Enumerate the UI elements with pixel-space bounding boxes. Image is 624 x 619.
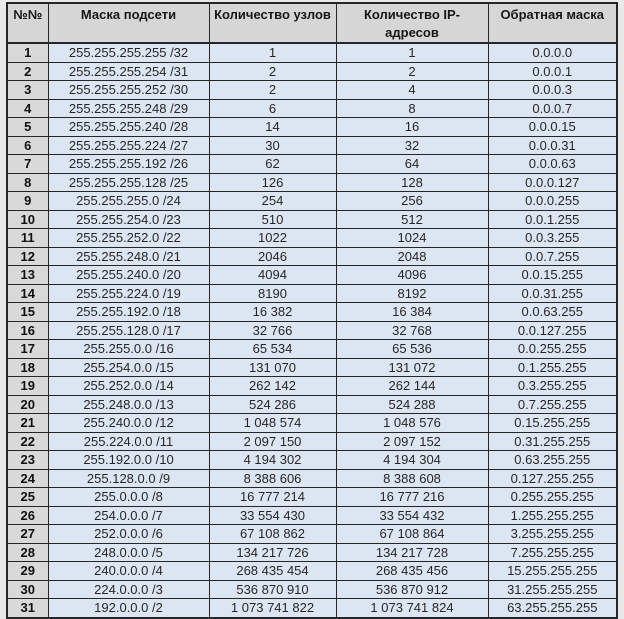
wildcard-mask-cell: 0.0.0.1 <box>488 62 617 81</box>
wildcard-mask-cell: 0.0.0.63 <box>488 155 617 174</box>
ip-count-cell: 33 554 432 <box>336 506 488 525</box>
subnet-mask-cell: 255.255.255.192 /26 <box>48 155 209 174</box>
ip-count-cell: 256 <box>336 192 488 211</box>
ip-count-cell: 2 <box>336 62 488 81</box>
wildcard-mask-cell: 0.0.255.255 <box>488 340 617 359</box>
row-number-cell: 25 <box>7 488 48 507</box>
host-count-cell: 62 <box>209 155 336 174</box>
header-wildcard-mask: Обратная маска <box>488 3 617 43</box>
ip-count-cell: 512 <box>336 210 488 229</box>
table-row <box>7 136 617 155</box>
subnet-mask-cell: 192.0.0.0 /2 <box>48 599 209 618</box>
row-number-cell: 26 <box>7 506 48 525</box>
row-number-cell: 4 <box>7 99 48 118</box>
row-number-cell: 13 <box>7 266 48 285</box>
wildcard-mask-cell: 7.255.255.255 <box>488 543 617 562</box>
wildcard-mask-cell: 0.0.7.255 <box>488 247 617 266</box>
row-number-cell: 23 <box>7 451 48 470</box>
host-count-cell: 4094 <box>209 266 336 285</box>
wildcard-mask-cell: 0.0.63.255 <box>488 303 617 322</box>
host-count-cell: 2 <box>209 62 336 81</box>
wildcard-mask-cell: 31.255.255.255 <box>488 580 617 599</box>
ip-count-cell: 524 288 <box>336 395 488 414</box>
host-count-cell: 2 <box>209 81 336 100</box>
subnet-mask-cell: 254.0.0.0 /7 <box>48 506 209 525</box>
ip-count-cell: 64 <box>336 155 488 174</box>
host-count-cell: 16 777 214 <box>209 488 336 507</box>
row-number-cell: 5 <box>7 118 48 137</box>
subnet-mask-cell: 255.255.192.0 /18 <box>48 303 209 322</box>
table-row <box>7 247 617 266</box>
ip-count-cell: 1 <box>336 43 488 62</box>
table-row <box>7 580 617 599</box>
subnet-mask-cell: 255.252.0.0 /14 <box>48 377 209 396</box>
wildcard-mask-cell: 0.3.255.255 <box>488 377 617 396</box>
table-row <box>7 377 617 396</box>
subnet-mask-cell: 255.128.0.0 /9 <box>48 469 209 488</box>
ip-count-cell: 67 108 864 <box>336 525 488 544</box>
header-row <box>7 3 617 43</box>
host-count-cell: 1022 <box>209 229 336 248</box>
ip-count-cell: 134 217 728 <box>336 543 488 562</box>
wildcard-mask-cell: 1.255.255.255 <box>488 506 617 525</box>
wildcard-mask-cell: 0.0.0.0 <box>488 43 617 62</box>
subnet-mask-cell: 255.255.255.252 /30 <box>48 81 209 100</box>
subnet-mask-cell: 240.0.0.0 /4 <box>48 562 209 581</box>
wildcard-mask-cell: 15.255.255.255 <box>488 562 617 581</box>
subnet-mask-cell: 224.0.0.0 /3 <box>48 580 209 599</box>
ip-count-cell: 2048 <box>336 247 488 266</box>
host-count-cell: 16 382 <box>209 303 336 322</box>
wildcard-mask-cell: 63.255.255.255 <box>488 599 617 618</box>
subnet-mask-cell: 255.248.0.0 /13 <box>48 395 209 414</box>
host-count-cell: 1 048 574 <box>209 414 336 433</box>
ip-count-cell: 262 144 <box>336 377 488 396</box>
table-row <box>7 303 617 322</box>
row-number-cell: 31 <box>7 599 48 618</box>
subnet-mask-cell: 255.0.0.0 /8 <box>48 488 209 507</box>
row-number-cell: 9 <box>7 192 48 211</box>
ip-count-cell: 8 <box>336 99 488 118</box>
ip-count-cell: 16 <box>336 118 488 137</box>
subnet-mask-cell: 255.255.0.0 /16 <box>48 340 209 359</box>
host-count-cell: 65 534 <box>209 340 336 359</box>
subnet-mask-cell: 255.255.255.240 /28 <box>48 118 209 137</box>
host-count-cell: 33 554 430 <box>209 506 336 525</box>
row-number-cell: 8 <box>7 173 48 192</box>
host-count-cell: 4 194 302 <box>209 451 336 470</box>
row-number-cell: 21 <box>7 414 48 433</box>
wildcard-mask-cell: 0.0.0.127 <box>488 173 617 192</box>
wildcard-mask-cell: 0.0.0.7 <box>488 99 617 118</box>
host-count-cell: 67 108 862 <box>209 525 336 544</box>
row-number-cell: 19 <box>7 377 48 396</box>
table-row <box>7 229 617 248</box>
row-number-cell: 18 <box>7 358 48 377</box>
wildcard-mask-cell: 0.0.0.15 <box>488 118 617 137</box>
wildcard-mask-cell: 0.0.3.255 <box>488 229 617 248</box>
table-row <box>7 321 617 340</box>
table-row <box>7 599 617 618</box>
subnet-mask-cell: 255.254.0.0 /15 <box>48 358 209 377</box>
row-number-cell: 11 <box>7 229 48 248</box>
host-count-cell: 8190 <box>209 284 336 303</box>
subnet-mask-cell: 252.0.0.0 /6 <box>48 525 209 544</box>
ip-count-cell: 128 <box>336 173 488 192</box>
table-row <box>7 62 617 81</box>
wildcard-mask-cell: 0.15.255.255 <box>488 414 617 433</box>
row-number-cell: 3 <box>7 81 48 100</box>
wildcard-mask-cell: 0.63.255.255 <box>488 451 617 470</box>
table-row <box>7 562 617 581</box>
wildcard-mask-cell: 0.127.255.255 <box>488 469 617 488</box>
wildcard-mask-cell: 0.0.0.3 <box>488 81 617 100</box>
wildcard-mask-cell: 0.255.255.255 <box>488 488 617 507</box>
subnet-mask-cell: 255.240.0.0 /12 <box>48 414 209 433</box>
host-count-cell: 268 435 454 <box>209 562 336 581</box>
table-row <box>7 284 617 303</box>
subnet-mask-cell: 255.255.255.128 /25 <box>48 173 209 192</box>
subnet-mask-cell: 255.255.255.255 /32 <box>48 43 209 62</box>
row-number-cell: 6 <box>7 136 48 155</box>
ip-count-cell: 131 072 <box>336 358 488 377</box>
host-count-cell: 126 <box>209 173 336 192</box>
subnet-mask-cell: 248.0.0.0 /5 <box>48 543 209 562</box>
ip-count-cell: 4 194 304 <box>336 451 488 470</box>
ip-count-cell: 16 777 216 <box>336 488 488 507</box>
row-number-cell: 2 <box>7 62 48 81</box>
table-row <box>7 451 617 470</box>
row-number-cell: 17 <box>7 340 48 359</box>
table-row <box>7 525 617 544</box>
table-row <box>7 118 617 137</box>
row-number-cell: 12 <box>7 247 48 266</box>
table-row <box>7 469 617 488</box>
host-count-cell: 14 <box>209 118 336 137</box>
row-number-cell: 22 <box>7 432 48 451</box>
host-count-cell: 2046 <box>209 247 336 266</box>
table-body <box>7 43 617 618</box>
row-number-cell: 10 <box>7 210 48 229</box>
ip-count-cell: 1 048 576 <box>336 414 488 433</box>
wildcard-mask-cell: 0.1.255.255 <box>488 358 617 377</box>
ip-count-cell: 1024 <box>336 229 488 248</box>
subnet-mask-cell: 255.255.248.0 /21 <box>48 247 209 266</box>
host-count-cell: 131 070 <box>209 358 336 377</box>
ip-count-cell: 4096 <box>336 266 488 285</box>
ip-count-cell: 32 768 <box>336 321 488 340</box>
host-count-cell: 1 <box>209 43 336 62</box>
host-count-cell: 262 142 <box>209 377 336 396</box>
subnet-mask-cell: 255.224.0.0 /11 <box>48 432 209 451</box>
wildcard-mask-cell: 0.0.0.255 <box>488 192 617 211</box>
subnet-mask-cell: 255.192.0.0 /10 <box>48 451 209 470</box>
ip-count-cell: 1 073 741 824 <box>336 599 488 618</box>
host-count-cell: 254 <box>209 192 336 211</box>
subnet-mask-cell: 255.255.252.0 /22 <box>48 229 209 248</box>
table-row <box>7 155 617 174</box>
table-row <box>7 43 617 62</box>
host-count-cell: 30 <box>209 136 336 155</box>
host-count-cell: 510 <box>209 210 336 229</box>
row-number-cell: 20 <box>7 395 48 414</box>
host-count-cell: 1 073 741 822 <box>209 599 336 618</box>
table-row <box>7 210 617 229</box>
ip-count-cell: 2 097 152 <box>336 432 488 451</box>
table-row <box>7 506 617 525</box>
table-row <box>7 266 617 285</box>
row-number-cell: 28 <box>7 543 48 562</box>
table-row <box>7 340 617 359</box>
header-ip-count: Количество IP-адресов <box>336 3 488 43</box>
wildcard-mask-cell: 0.31.255.255 <box>488 432 617 451</box>
host-count-cell: 134 217 726 <box>209 543 336 562</box>
ip-count-cell: 16 384 <box>336 303 488 322</box>
wildcard-mask-cell: 0.0.15.255 <box>488 266 617 285</box>
table-row <box>7 358 617 377</box>
wildcard-mask-cell: 0.0.31.255 <box>488 284 617 303</box>
row-number-cell: 27 <box>7 525 48 544</box>
header-host-count: Количество узлов <box>209 3 336 43</box>
table-row <box>7 488 617 507</box>
row-number-cell: 30 <box>7 580 48 599</box>
ip-count-cell: 32 <box>336 136 488 155</box>
ip-count-cell: 4 <box>336 81 488 100</box>
wildcard-mask-cell: 0.0.0.31 <box>488 136 617 155</box>
subnet-mask-cell: 255.255.128.0 /17 <box>48 321 209 340</box>
ip-count-cell: 8 388 608 <box>336 469 488 488</box>
table-row <box>7 395 617 414</box>
row-number-cell: 14 <box>7 284 48 303</box>
subnet-mask-cell: 255.255.224.0 /19 <box>48 284 209 303</box>
row-number-cell: 7 <box>7 155 48 174</box>
row-number-cell: 15 <box>7 303 48 322</box>
row-number-cell: 16 <box>7 321 48 340</box>
subnet-mask-table <box>6 2 618 619</box>
host-count-cell: 8 388 606 <box>209 469 336 488</box>
row-number-cell: 29 <box>7 562 48 581</box>
subnet-mask-cell: 255.255.255.224 /27 <box>48 136 209 155</box>
ip-count-cell: 268 435 456 <box>336 562 488 581</box>
table-header <box>7 3 617 43</box>
table-row <box>7 543 617 562</box>
ip-count-cell: 536 870 912 <box>336 580 488 599</box>
ip-count-cell: 65 536 <box>336 340 488 359</box>
subnet-mask-cell: 255.255.240.0 /20 <box>48 266 209 285</box>
table-row <box>7 192 617 211</box>
host-count-cell: 6 <box>209 99 336 118</box>
table-row <box>7 173 617 192</box>
wildcard-mask-cell: 0.7.255.255 <box>488 395 617 414</box>
table-row <box>7 81 617 100</box>
header-subnet-mask: Маска подсети <box>48 3 209 43</box>
subnet-mask-cell: 255.255.255.254 /31 <box>48 62 209 81</box>
header-row-number: №№ <box>7 3 48 43</box>
host-count-cell: 524 286 <box>209 395 336 414</box>
table-row <box>7 99 617 118</box>
wildcard-mask-cell: 3.255.255.255 <box>488 525 617 544</box>
wildcard-mask-cell: 0.0.127.255 <box>488 321 617 340</box>
ip-count-cell: 8192 <box>336 284 488 303</box>
host-count-cell: 32 766 <box>209 321 336 340</box>
wildcard-mask-cell: 0.0.1.255 <box>488 210 617 229</box>
host-count-cell: 536 870 910 <box>209 580 336 599</box>
row-number-cell: 1 <box>7 43 48 62</box>
host-count-cell: 2 097 150 <box>209 432 336 451</box>
row-number-cell: 24 <box>7 469 48 488</box>
subnet-mask-cell: 255.255.255.0 /24 <box>48 192 209 211</box>
table-row <box>7 414 617 433</box>
table-row <box>7 432 617 451</box>
subnet-mask-cell: 255.255.254.0 /23 <box>48 210 209 229</box>
subnet-mask-cell: 255.255.255.248 /29 <box>48 99 209 118</box>
